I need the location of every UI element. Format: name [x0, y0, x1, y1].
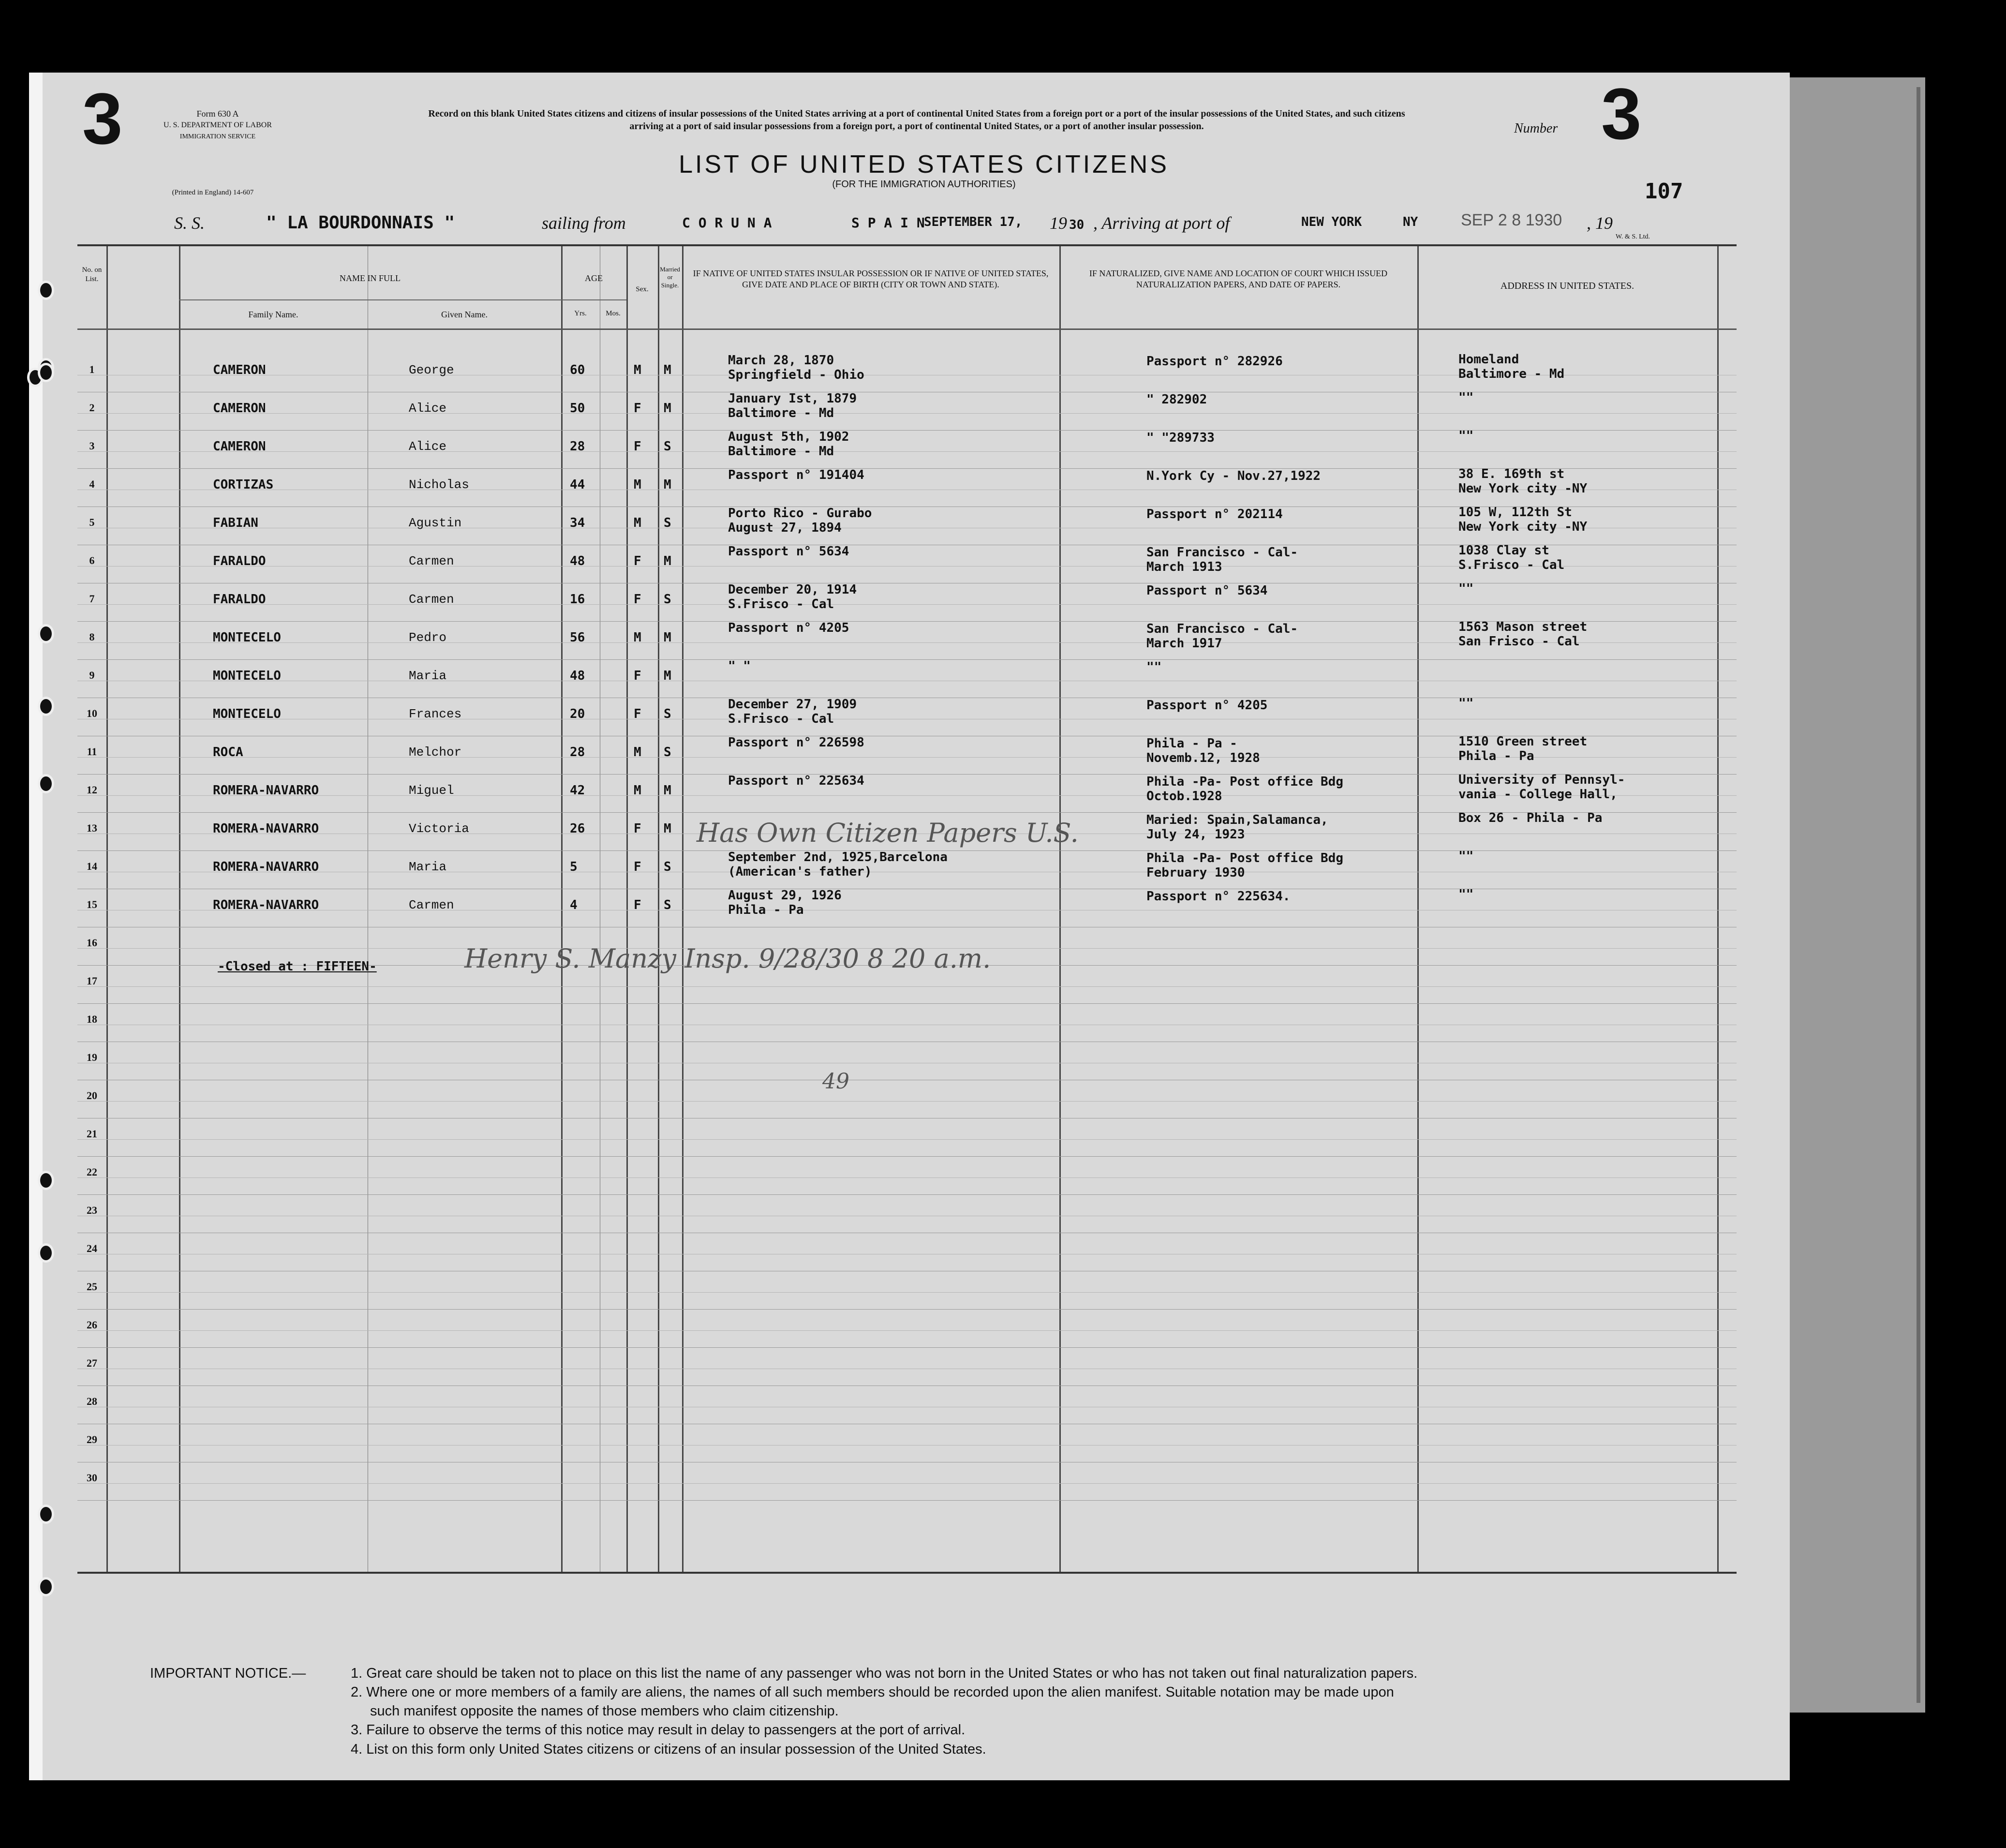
address-line-2: New York city -NY [1458, 481, 1588, 496]
marital-status: S [664, 898, 671, 912]
sex: F [634, 592, 641, 607]
year-blank: , 19 [1587, 213, 1613, 233]
naturalization-line-2: Octob.1928 [1146, 789, 1222, 804]
address-line-1: 1510 Green street [1458, 734, 1588, 749]
manifest-table [77, 244, 1737, 1574]
row-rule-minor [77, 451, 1737, 452]
row-number: 22 [87, 1166, 97, 1178]
marital-status: M [664, 821, 671, 836]
address-line-1: University of Pennsyl- [1458, 773, 1625, 787]
family-name: CAMERON [213, 401, 266, 416]
number-label: Number [1514, 121, 1558, 136]
birth-line-2: August 27, 1894 [728, 521, 842, 535]
row-number: 7 [89, 593, 95, 605]
closing-line: -Closed at : FIFTEEN- [218, 959, 377, 974]
naturalization-line-1: San Francisco - Cal- [1146, 622, 1298, 636]
printer-mark: W. & S. Ltd. [1616, 233, 1650, 240]
row-rule [77, 1309, 1737, 1310]
address-line-2: S.Frisco - Cal [1458, 558, 1565, 572]
family-name: MONTECELO [213, 707, 281, 721]
birth-line-1: Passport n° 191404 [728, 468, 864, 482]
family-name: ROMERA-NAVARRO [213, 821, 319, 836]
row-rule-minor [77, 1177, 1737, 1178]
marital-status: M [664, 363, 671, 377]
port-from: C O R U N A [682, 215, 772, 231]
row-number: 18 [87, 1013, 97, 1025]
marital-status: M [664, 630, 671, 645]
row-number: 16 [87, 937, 97, 949]
naturalization-line-1: Passport n° 225634. [1146, 889, 1291, 904]
address-line-1: Box 26 - Phila - Pa [1458, 811, 1603, 825]
birth-line-1: Passport n° 226598 [728, 735, 864, 750]
service: IMMIGRATION SERVICE [179, 133, 256, 140]
handwritten-citizen-note: Has Own Citizen Papers U.S. [697, 818, 1079, 848]
given-name: Victoria [409, 821, 469, 836]
given-name: Frances [409, 707, 462, 721]
row-rule [77, 1500, 1737, 1501]
col-name-in-full: NAME IN FULL [340, 273, 401, 283]
family-name: ROCA [213, 745, 243, 760]
birth-line-2: Baltimore - Md [728, 406, 834, 420]
col-family-name: Family Name. [248, 310, 298, 319]
given-name: Miguel [409, 783, 454, 798]
row-rule-minor [77, 1139, 1737, 1140]
row-rule [77, 659, 1737, 660]
naturalization-line-1: Phila - Pa - [1146, 736, 1237, 751]
col-naturalized: IF NATURALIZED, GIVE NAME AND LOCATION OF COURT WHICH ISSUED NATURALIZATION PAPERS, AND DATE OF PAPERS. [1089, 268, 1388, 289]
given-name: Melchor [409, 745, 462, 760]
sex: F [634, 707, 641, 721]
col-sex: Sex. [636, 285, 649, 293]
row-rule-minor [77, 1101, 1737, 1102]
year-suffix: 30 [1069, 218, 1085, 232]
naturalization-line-1: N.York Cy - Nov.27,1922 [1146, 469, 1321, 483]
row-rule [77, 430, 1737, 431]
sex: M [634, 363, 641, 377]
naturalization-line-1: Passport n° 5634 [1146, 583, 1268, 598]
address-line-2: New York city -NY [1458, 520, 1588, 534]
arriving-label: , Arriving at port of [1093, 213, 1230, 233]
birth-line-1: January Ist, 1879 [728, 391, 857, 406]
printed-in: (Printed in England) 14-607 [172, 189, 254, 196]
row-number: 28 [87, 1395, 97, 1407]
col-given-name: Given Name. [441, 310, 488, 319]
address-line-2: San Frisco - Cal [1458, 634, 1580, 649]
age-years: 50 [570, 401, 585, 416]
marital-status: S [664, 439, 671, 454]
sex: M [634, 783, 641, 798]
col-no: No. on List. [82, 266, 102, 283]
row-number: 29 [87, 1433, 97, 1446]
family-name: CAMERON [213, 439, 266, 454]
page-title: LIST OF UNITED STATES CITIZENS [679, 150, 1169, 179]
given-name: Carmen [409, 898, 454, 912]
birth-line-1: September 2nd, 1925,Barcelona [728, 850, 948, 864]
row-number: 9 [89, 669, 95, 681]
age-years: 44 [570, 477, 585, 492]
birth-line-1: Passport n° 5634 [728, 544, 849, 559]
page-subtitle: (FOR THE IMMIGRATION AUTHORITIES) [832, 179, 1016, 190]
naturalization-line-1: Passport n° 4205 [1146, 698, 1268, 713]
row-number: 15 [87, 898, 97, 910]
birth-line-1: Passport n° 4205 [728, 621, 849, 635]
family-name: CAMERON [213, 363, 266, 377]
naturalization-line-2: Novemb.12, 1928 [1146, 751, 1260, 765]
birth-line-1: " " [728, 659, 751, 673]
family-name: FARALDO [213, 592, 266, 607]
row-number: 23 [87, 1204, 97, 1216]
naturalization-line-1: Passport n° 282926 [1146, 354, 1283, 369]
family-name: FABIAN [213, 516, 258, 530]
marital-status: M [664, 783, 671, 798]
address-line-1: 105 W, 112th St [1458, 505, 1572, 520]
marital-status: S [664, 516, 671, 530]
state-to: NY [1403, 215, 1418, 229]
naturalization-line-1: Phila -Pa- Post office Bdg [1146, 775, 1343, 789]
col-address: ADDRESS IN UNITED STATES. [1500, 281, 1635, 291]
sex: M [634, 630, 641, 645]
family-name: ROMERA-NAVARRO [213, 860, 319, 874]
birth-line-2: (American's father) [728, 864, 872, 879]
address-line-1: Homeland [1458, 352, 1519, 367]
row-number: 30 [87, 1472, 97, 1484]
row-rule [77, 1003, 1737, 1004]
sex: M [634, 745, 641, 760]
given-name: Maria [409, 860, 447, 874]
row-number: 3 [89, 440, 95, 452]
sex: F [634, 898, 641, 912]
birth-line-2: Baltimore - Md [728, 444, 834, 459]
notice-item-2-cont: such manifest opposite the names of those members who claim citizenship. [370, 1703, 839, 1719]
row-number: 2 [89, 402, 95, 414]
naturalization-line-1: "" [1146, 660, 1162, 674]
age-years: 28 [570, 439, 585, 454]
row-number: 25 [87, 1281, 97, 1293]
row-number: 4 [89, 478, 95, 490]
age-years: 5 [570, 860, 578, 874]
address-line-1: "" [1458, 849, 1474, 864]
given-name: Alice [409, 401, 447, 416]
row-rule-minor [77, 1292, 1737, 1293]
address-line-1: "" [1458, 581, 1474, 596]
naturalization-line-2: March 1917 [1146, 636, 1222, 651]
col-married: Married or Single. [660, 266, 680, 289]
year-prefix: 19 [1050, 213, 1067, 233]
marital-status: S [664, 592, 671, 607]
marital-status: M [664, 401, 671, 416]
row-number: 24 [87, 1242, 97, 1254]
row-number: 14 [87, 860, 97, 872]
naturalization-line-2: February 1930 [1146, 865, 1245, 880]
marital-status: M [664, 669, 671, 683]
birth-line-1: December 27, 1909 [728, 697, 857, 712]
row-number: 1 [89, 363, 95, 375]
sex: M [634, 516, 641, 530]
address-line-1: "" [1458, 390, 1474, 405]
naturalization-line-1: Passport n° 202114 [1146, 507, 1283, 522]
row-number: 26 [87, 1319, 97, 1331]
port-to: NEW YORK [1301, 215, 1362, 229]
age-years: 60 [570, 363, 585, 377]
handwritten-tally: 49 [822, 1069, 849, 1094]
address-line-1: "" [1458, 887, 1474, 902]
family-name: FARALDO [213, 554, 266, 568]
given-name: Carmen [409, 554, 454, 568]
naturalization-line-2: March 1913 [1146, 560, 1222, 574]
row-number: 6 [89, 554, 95, 566]
age-years: 34 [570, 516, 585, 530]
age-years: 56 [570, 630, 585, 645]
corner-number-left: 3 [82, 78, 123, 159]
row-number: 20 [87, 1089, 97, 1102]
row-number: 8 [89, 631, 95, 643]
row-number: 13 [87, 822, 97, 834]
marital-status: S [664, 745, 671, 760]
row-rule-minor [77, 1483, 1737, 1484]
sex: F [634, 439, 641, 454]
birth-line-2: S.Frisco - Cal [728, 712, 834, 726]
birth-line-1: December 20, 1914 [728, 582, 857, 597]
notice-item-3: 3. Failure to observe the terms of this notice may result in delay to passengers at the port of arrival. [351, 1722, 966, 1738]
row-number: 27 [87, 1357, 97, 1369]
row-number: 17 [87, 975, 97, 987]
address-line-2: Baltimore - Md [1458, 367, 1565, 381]
family-name: MONTECELO [213, 630, 281, 645]
address-line-1: 1038 Clay st [1458, 543, 1549, 558]
age-years: 16 [570, 592, 585, 607]
sex: F [634, 554, 641, 568]
birth-line-1: August 5th, 1902 [728, 430, 849, 444]
notice-item-4: 4. List on this form only United States citizens or citizens of an insular possession of the United States. [351, 1741, 986, 1757]
birth-line-1: Passport n° 225634 [728, 774, 864, 788]
row-number: 21 [87, 1128, 97, 1140]
department: U. S. DEPARTMENT OF LABOR [163, 121, 272, 129]
age-years: 28 [570, 745, 585, 760]
col-age: AGE [585, 273, 603, 283]
age-years: 20 [570, 707, 585, 721]
birth-line-1: August 29, 1926 [728, 888, 842, 903]
arrival-stamp: SEP 2 8 1930 [1461, 211, 1562, 229]
birth-line-2: Springfield - Ohio [728, 368, 864, 382]
marital-status: S [664, 707, 671, 721]
row-rule-minor [77, 604, 1737, 605]
family-name: ROMERA-NAVARRO [213, 783, 319, 798]
col-birth: IF NATIVE OF UNITED STATES INSULAR POSSESSION OR IF NATIVE OF UNITED STATES, GIVE DATE AND PLACE OF BIRTH (CITY OR TOWN AND STATE). [693, 268, 1049, 289]
address-line-2: vania - College Hall, [1458, 787, 1618, 802]
marital-status: M [664, 477, 671, 492]
naturalization-line-1: Phila -Pa- Post office Bdg [1146, 851, 1343, 865]
row-rule [77, 1194, 1737, 1195]
row-rule-minor [77, 413, 1737, 414]
address-line-2: Phila - Pa [1458, 749, 1534, 763]
country-from: S P A I N [851, 215, 925, 231]
intro-text: Record on this blank United States citizens and citizens of insular possessions of the United States arriving at a port of continental United States from a foreign port or a port of the insular possessions of the United States, and such citizens arriving at a port of said insular possessions from a foreign port, a port of continental United States, or a port of another insular possession. [428, 108, 1405, 132]
row-rule [77, 1347, 1737, 1348]
sailing-label: sailing from [542, 213, 626, 233]
address-line-1: 1563 Mason street [1458, 620, 1588, 634]
birth-line-2: Phila - Pa [728, 903, 804, 917]
naturalization-line-1: San Francisco - Cal- [1146, 545, 1298, 560]
given-name: Alice [409, 439, 447, 454]
binder-holes [32, 73, 51, 1766]
age-years: 48 [570, 554, 585, 568]
handwritten-inspector-signature: Henry S. Manzy Insp. 9/28/30 8 20 a.m. [464, 943, 991, 974]
row-number: 10 [87, 707, 97, 719]
birth-line-2: S.Frisco - Cal [728, 597, 834, 611]
birth-line-1: Porto Rico - Gurabo [728, 506, 872, 521]
sex: M [634, 477, 641, 492]
given-name: Nicholas [409, 477, 469, 492]
naturalization-line-1: " "289733 [1146, 431, 1215, 445]
col-yrs: Yrs. [574, 310, 587, 317]
page-number: 107 [1645, 179, 1683, 204]
notice-item-1: 1. Great care should be taken not to place on this list the name of any passenger who was not born in the United States or who has not taken out final naturalization papers. [351, 1666, 1418, 1681]
notice-item-2: 2. Where one or more members of a family are aliens, the names of all such members should be recorded upon the alien manifest. Suitable notation may be made upon [351, 1684, 1394, 1700]
row-number: 11 [87, 745, 97, 758]
age-years: 4 [570, 898, 578, 912]
naturalization-line-2: July 24, 1923 [1146, 827, 1245, 842]
age-years: 26 [570, 821, 585, 836]
given-name: Agustin [409, 516, 462, 530]
date-from: SEPTEMBER 17, [924, 215, 1023, 229]
naturalization-line-1: Maried: Spain,Salamanca, [1146, 813, 1328, 827]
voyage-line [174, 208, 1654, 237]
row-number: 5 [89, 516, 95, 528]
birth-line-1: March 28, 1870 [728, 353, 834, 368]
row-rule-minor [77, 1445, 1737, 1446]
age-years: 42 [570, 783, 585, 798]
address-line-1: 38 E. 169th st [1458, 467, 1565, 481]
row-rule-minor [77, 986, 1737, 987]
ss-label: S. S. [174, 213, 205, 233]
sex: F [634, 401, 641, 416]
age-years: 48 [570, 669, 585, 683]
sex: F [634, 669, 641, 683]
row-rule-minor [77, 1330, 1737, 1331]
ship-name: " LA BOURDONNAIS " [266, 213, 455, 233]
row-rule [77, 1156, 1737, 1157]
family-name: ROMERA-NAVARRO [213, 898, 319, 912]
form-number: Form 630 A [196, 109, 239, 119]
address-line-1: "" [1458, 696, 1474, 711]
row-number: 19 [87, 1051, 97, 1063]
given-name: George [409, 363, 454, 377]
corner-number-right: 3 [1601, 73, 1642, 154]
address-line-1: "" [1458, 429, 1474, 443]
sex: F [634, 821, 641, 836]
given-name: Carmen [409, 592, 454, 607]
row-number: 12 [87, 784, 97, 796]
sex: F [634, 860, 641, 874]
notice-lead: IMPORTANT NOTICE.— [150, 1666, 306, 1681]
naturalization-line-1: " 282902 [1146, 392, 1207, 407]
marital-status: S [664, 860, 671, 874]
family-name: CORTIZAS [213, 477, 274, 492]
given-name: Pedro [409, 630, 447, 645]
marital-status: M [664, 554, 671, 568]
given-name: Maria [409, 669, 447, 683]
family-name: MONTECELO [213, 669, 281, 683]
col-mos: Mos. [606, 310, 621, 317]
